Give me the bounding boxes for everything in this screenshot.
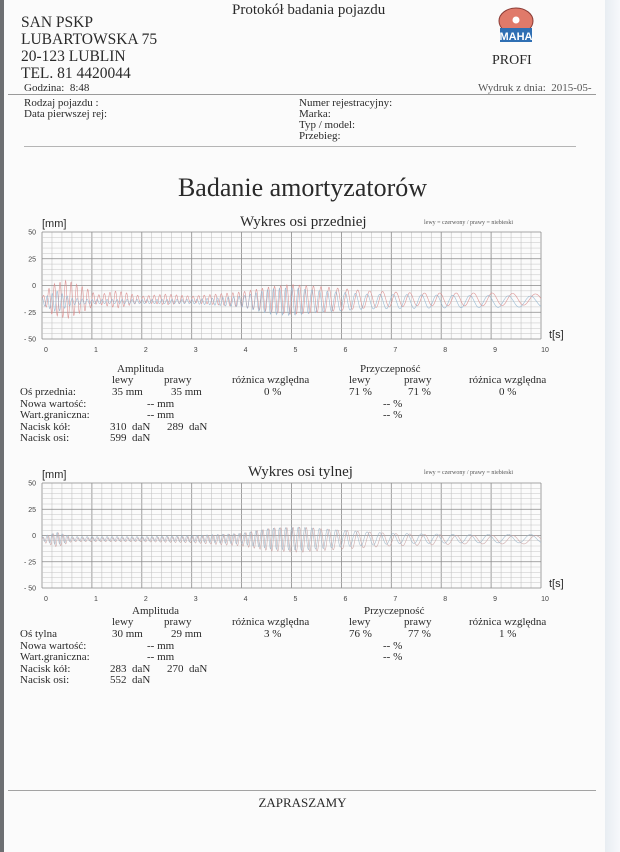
rear-adh-col-right: prawy — [404, 616, 432, 628]
front-axle-load: 599 daN — [110, 432, 151, 444]
logo-profi-text: PROFI — [492, 53, 532, 68]
y-tick-label: 0 — [32, 283, 36, 290]
front-new-value-adh: -- % — [383, 398, 403, 410]
front-amp-col-diff: różnica względna — [232, 374, 310, 386]
rear-chart-legend: lewy = czerwony / prawy = niebieski — [424, 470, 514, 476]
front-amp-diff: 0 % — [264, 386, 282, 398]
make-label: Marka: — [299, 108, 331, 120]
rear-new-value-label: Nowa wartość: — [20, 640, 87, 652]
y-tick-label: - 25 — [23, 309, 36, 317]
time-value: 8:48 — [69, 82, 90, 94]
rear-amp-right: 29 mm — [171, 628, 202, 640]
rear-axle-load-label: Nacisk osi: — [20, 674, 70, 686]
x-tick-label: 5 — [293, 347, 298, 354]
rear-amp-diff: 3 % — [264, 628, 282, 640]
front-amp-right: 35 mm — [171, 386, 202, 398]
front-adh-col-left: lewy — [349, 374, 371, 386]
front-amplitude-header: Amplituda — [117, 363, 165, 375]
front-axle-load-label: Nacisk osi: — [20, 432, 70, 444]
y-tick-label: - 50 — [23, 336, 36, 344]
front-adh-left: 71 % — [349, 386, 372, 398]
front-limit-label: Wart.graniczna: — [20, 409, 90, 421]
first-registration-label: Data pierwszej rej: — [24, 108, 108, 120]
x-tick-label: 8 — [443, 596, 448, 603]
front-amp-col-right: prawy — [164, 374, 192, 386]
x-tick-label: 9 — [493, 347, 498, 354]
x-tick-label: 6 — [343, 347, 348, 354]
front-adh-diff: 0 % — [499, 386, 517, 398]
rear-limit-amp: -- mm — [147, 651, 175, 663]
y-tick-label: 25 — [28, 506, 36, 514]
chart-grid — [42, 483, 541, 588]
footer-divider — [8, 790, 596, 791]
x-tick-label: 1 — [93, 347, 98, 354]
rear-wheel-load-right: 270 daN — [167, 663, 208, 675]
rear-adh-diff: 1 % — [499, 628, 517, 640]
x-tick-label: 10 — [541, 347, 549, 354]
registration-number-label: Numer rejestracyjny: — [299, 97, 393, 109]
x-tick-label: 6 — [343, 596, 348, 603]
x-tick-label: 2 — [143, 347, 148, 354]
logo-brand: MAHA — [499, 31, 533, 43]
front-adh-right: 71 % — [408, 386, 431, 398]
front-new-value-amp: -- mm — [147, 398, 175, 410]
rear-adh-col-diff: różnica względna — [469, 616, 547, 628]
rear-adh-col-left: lewy — [349, 616, 371, 628]
front-wheel-load-right: 289 daN — [167, 421, 208, 433]
rear-axle-load: 552 daN — [110, 674, 151, 686]
print-date-value: 2015-05- — [551, 82, 592, 94]
front-adh-col-right: prawy — [404, 374, 432, 386]
x-tick-label: 8 — [443, 347, 448, 354]
x-tick-label: 0 — [44, 596, 48, 603]
x-tick-label: 7 — [393, 596, 398, 603]
x-tick-label: 5 — [293, 596, 298, 603]
rear-amplitude-header: Amplituda — [132, 605, 180, 617]
protocol-title: Protokół badania pojazdu — [232, 2, 386, 18]
front-limit-amp: -- mm — [147, 409, 175, 421]
x-tick-label: 7 — [393, 347, 398, 354]
rear-new-value-adh: -- % — [383, 640, 403, 652]
x-tick-label: 1 — [93, 596, 98, 603]
rear-new-value-amp: -- mm — [147, 640, 175, 652]
rear-limit-adh: -- % — [383, 651, 403, 663]
rear-adhesion-header: Przyczepność — [364, 605, 425, 617]
front-chart-title: Wykres osi przedniej — [240, 214, 367, 230]
front-amp-col-left: lewy — [112, 374, 134, 386]
front-adh-col-diff: różnica względna — [469, 374, 547, 386]
front-amp-left: 35 mm — [112, 386, 143, 398]
y-tick-label: - 25 — [23, 559, 36, 567]
front-adhesion-header: Przyczepność — [360, 363, 421, 375]
y-tick-label: 50 — [28, 480, 36, 488]
front-chart-xlabel: t[s] — [549, 329, 564, 341]
rear-adh-right: 77 % — [408, 628, 431, 640]
mileage-label: Przebieg: — [299, 130, 341, 142]
company-street: LUBARTOWSKA 75 — [21, 31, 158, 48]
x-tick-label: 4 — [243, 347, 248, 354]
y-tick-label: 25 — [28, 256, 36, 264]
company-city: 20-123 LUBLIN — [21, 48, 126, 65]
front-chart-ylabel: [mm] — [42, 218, 67, 230]
front-new-value-label: Nowa wartość: — [20, 398, 87, 410]
front-chart-legend: lewy = czerwony / prawy = niebieski — [424, 220, 514, 226]
y-tick-label: 50 — [28, 229, 36, 237]
rear-wheel-load-left: 283 daN — [110, 663, 151, 675]
company-name: SAN PSKP — [21, 14, 93, 31]
x-tick-label: 3 — [193, 596, 198, 603]
rear-chart-xlabel: t[s] — [549, 578, 564, 590]
rear-wheel-load-label: Nacisk kół: — [20, 663, 71, 675]
scan-edge-right — [605, 0, 620, 852]
rear-adh-left: 76 % — [349, 628, 372, 640]
x-tick-label: 9 — [493, 596, 498, 603]
x-tick-label: 0 — [44, 347, 48, 354]
rear-amp-col-left: lewy — [112, 616, 134, 628]
main-title: Badanie amortyzatorów — [177, 173, 428, 202]
rear-amp-left: 30 mm — [112, 628, 143, 640]
company-phone: TEL. 81 4420044 — [21, 65, 131, 82]
print-date-label: Wydruk z dnia: — [478, 82, 546, 94]
rear-chart-title: Wykres osi tylnej — [248, 464, 353, 480]
rear-limit-label: Wart.graniczna: — [20, 651, 90, 663]
x-tick-label: 4 — [243, 596, 248, 603]
model-label: Typ / model: — [299, 119, 356, 131]
vehicle-type-label: Rodzaj pojazdu : — [24, 97, 99, 109]
time-label: Godzina: — [24, 82, 65, 94]
rear-amp-col-diff: różnica względna — [232, 616, 310, 628]
x-tick-label: 3 — [193, 347, 198, 354]
x-tick-label: 2 — [143, 596, 148, 603]
rear-axle-label: Oś tylna — [20, 628, 57, 640]
front-limit-adh: -- % — [383, 409, 403, 421]
y-tick-label: - 50 — [23, 585, 36, 593]
rear-amp-col-right: prawy — [164, 616, 192, 628]
front-wheel-load-left: 310 daN — [110, 421, 151, 433]
rear-chart-ylabel: [mm] — [42, 469, 67, 481]
footer-text: ZAPRASZAMY — [258, 795, 347, 810]
front-wheel-load-label: Nacisk kół: — [20, 421, 71, 433]
x-tick-label: 10 — [541, 596, 549, 603]
y-tick-label: 0 — [32, 533, 36, 540]
front-axle-label: Oś przednia: — [20, 386, 76, 398]
